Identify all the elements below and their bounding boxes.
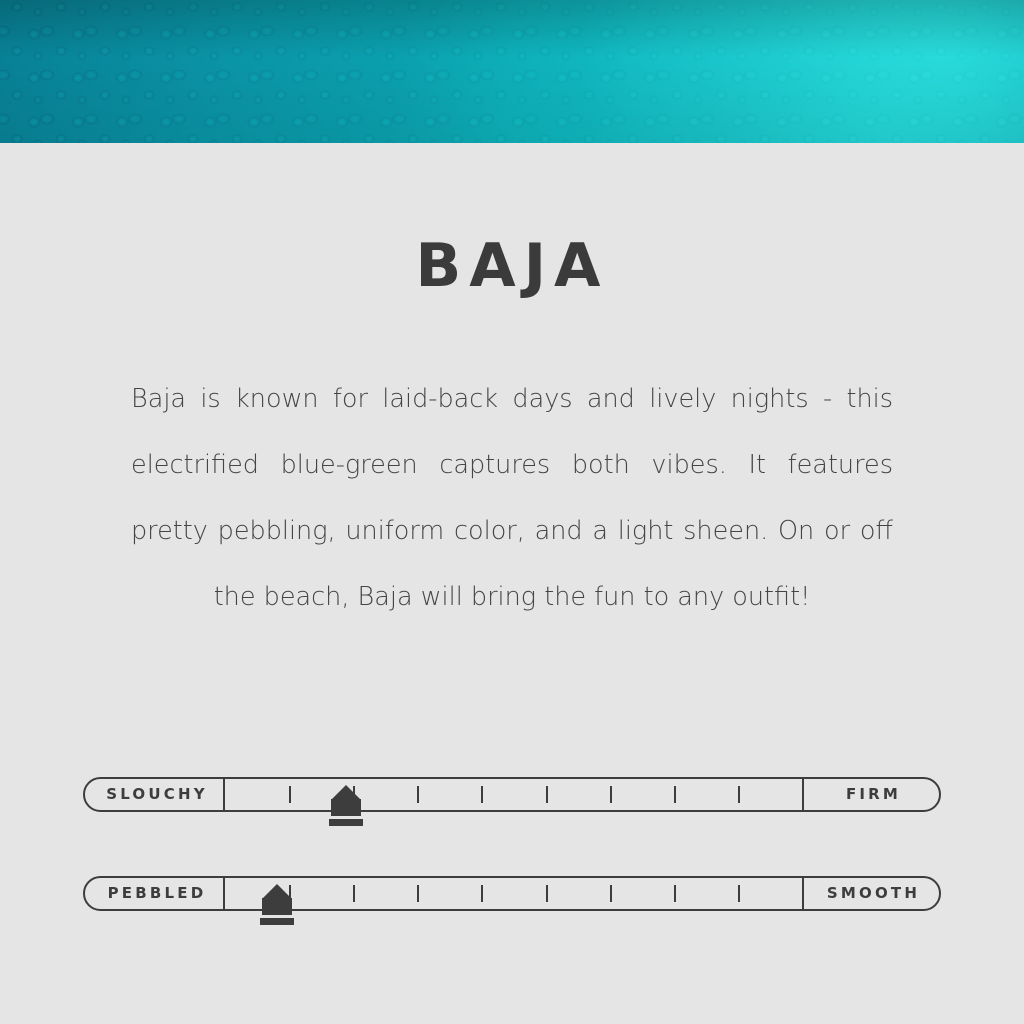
marker-head-icon (331, 785, 361, 800)
slider-tick (738, 786, 740, 803)
marker-body-icon (262, 898, 292, 915)
marker-head-icon (262, 884, 292, 899)
marker-body-icon (331, 799, 361, 816)
leather-shading-overlay (0, 0, 1024, 143)
marker-foot-icon (329, 819, 363, 826)
slider-tick (674, 885, 676, 902)
slider-tick (353, 885, 355, 902)
slider-tick (417, 885, 419, 902)
slider-texture-marker[interactable] (260, 884, 294, 928)
slider-texture[interactable] (83, 876, 941, 911)
slider-tick (674, 786, 676, 803)
slider-tick (546, 885, 548, 902)
marker-foot-icon (260, 918, 294, 925)
slider-texture-right-label: SMOOTH (802, 878, 939, 909)
slider-tick (610, 786, 612, 803)
slider-firmness-marker[interactable] (329, 785, 363, 829)
slider-texture-ticks (225, 878, 802, 909)
slider-firmness-left-label: SLOUCHY (85, 779, 225, 810)
slider-tick (417, 786, 419, 803)
slider-tick (738, 885, 740, 902)
slider-firmness-ticks (225, 779, 802, 810)
slider-firmness-right-label: FIRM (802, 779, 939, 810)
slider-firmness[interactable] (83, 777, 941, 812)
slider-tick (546, 786, 548, 803)
slider-tick (481, 885, 483, 902)
slider-tick (610, 885, 612, 902)
slider-tick (289, 786, 291, 803)
slider-texture-left-label: PEBBLED (85, 878, 225, 909)
color-description: Baja is known for laid-back days and lively nights - this electrified blue-green captures both vibes. It features pretty pebbling, uniform color, and a light sheen. On or off the beach, Baja will bring the fun to any outfit! (131, 384, 893, 612)
leather-swatch-image (0, 0, 1024, 143)
page-title: BAJA (415, 231, 609, 301)
slider-tick (481, 786, 483, 803)
